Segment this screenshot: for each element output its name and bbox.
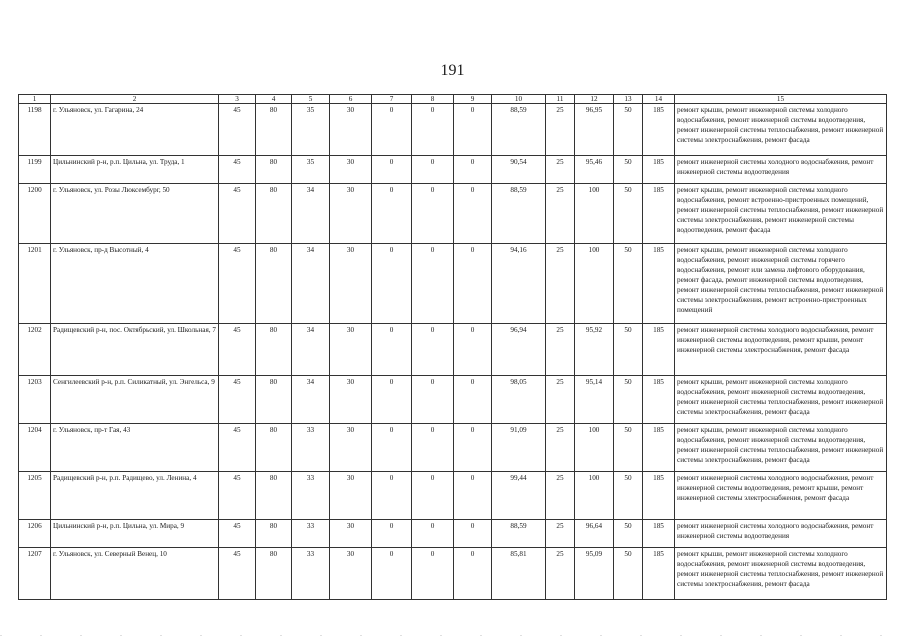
col7-cell: 0 — [372, 324, 412, 376]
row-number: 1207 — [19, 548, 51, 600]
col14-cell: 185 — [643, 548, 675, 600]
col8-cell: 0 — [412, 472, 454, 520]
col13-cell: 50 — [614, 244, 643, 324]
col12-cell: 96,95 — [575, 104, 614, 156]
col8-cell: 0 — [412, 520, 454, 548]
col4-cell: 80 — [256, 184, 292, 244]
col13-cell: 50 — [614, 548, 643, 600]
col7-cell: 0 — [372, 156, 412, 184]
col10-cell: 94,16 — [492, 244, 546, 324]
col6-cell: 30 — [330, 184, 372, 244]
works-cell: ремонт крыши, ремонт инженерной системы холодного водоснабжения, ремонт инженерной системы водоотведения, ремонт инженерной системы теплоснабжения, ремонт инженерной системы электроснабжения, ремонт фасада — [675, 424, 887, 472]
col8-cell: 0 — [412, 184, 454, 244]
column-header-11: 11 — [546, 95, 575, 104]
col12-cell: 95,09 — [575, 548, 614, 600]
col7-cell: 0 — [372, 472, 412, 520]
col9-cell: 0 — [454, 244, 492, 324]
column-header-5: 5 — [292, 95, 330, 104]
column-header-10: 10 — [492, 95, 546, 104]
row-number: 1205 — [19, 472, 51, 520]
row-number: 1204 — [19, 424, 51, 472]
works-cell: ремонт крыши, ремонт инженерной системы холодного водоснабжения, ремонт инженерной системы водоотведения, ремонт инженерной системы теплоснабжения, ремонт инженерной системы электроснабжения, ремонт фасада — [675, 376, 887, 424]
col7-cell: 0 — [372, 548, 412, 600]
col4-cell: 80 — [256, 244, 292, 324]
col9-cell: 0 — [454, 424, 492, 472]
col3-cell: 45 — [219, 244, 256, 324]
works-cell: ремонт крыши, ремонт инженерной системы холодного водоснабжения, ремонт инженерной системы горячего водоснабжения, ремонт или замена лифтового оборудования, ремонт фасада, ремонт инженерной системы водоотведения, ремонт инженерной системы теплоснабжения, ремонт инженерной системы электроснабжения, ремонт встроенно-пристроенных помещений — [675, 244, 887, 324]
col11-cell: 25 — [546, 376, 575, 424]
col13-cell: 50 — [614, 424, 643, 472]
col5-cell: 34 — [292, 184, 330, 244]
col9-cell: 0 — [454, 156, 492, 184]
row-number: 1199 — [19, 156, 51, 184]
col10-cell: 91,09 — [492, 424, 546, 472]
col6-cell: 30 — [330, 548, 372, 600]
col10-cell: 96,94 — [492, 324, 546, 376]
col11-cell: 25 — [546, 548, 575, 600]
col14-cell: 185 — [643, 424, 675, 472]
row-number: 1206 — [19, 520, 51, 548]
col12-cell: 95,14 — [575, 376, 614, 424]
col13-cell: 50 — [614, 156, 643, 184]
col14-cell: 185 — [643, 244, 675, 324]
col12-cell: 95,92 — [575, 324, 614, 376]
address-cell: Цильнинский р-н, р.п. Цильна, ул. Мира, 9 — [51, 520, 219, 548]
col11-cell: 25 — [546, 424, 575, 472]
col11-cell: 25 — [546, 244, 575, 324]
col10-cell: 90,54 — [492, 156, 546, 184]
col14-cell: 185 — [643, 156, 675, 184]
row-number: 1200 — [19, 184, 51, 244]
works-cell: ремонт инженерной системы холодного водоснабжения, ремонт инженерной системы водоотведения — [675, 156, 887, 184]
table-row — [19, 244, 887, 324]
col6-cell: 30 — [330, 520, 372, 548]
col3-cell: 45 — [219, 324, 256, 376]
address-cell: г. Ульяновск, пр-д Высотный, 4 — [51, 244, 219, 324]
col7-cell: 0 — [372, 376, 412, 424]
col6-cell: 30 — [330, 376, 372, 424]
row-number: 1203 — [19, 376, 51, 424]
col6-cell: 30 — [330, 244, 372, 324]
col11-cell: 25 — [546, 520, 575, 548]
column-header-6: 6 — [330, 95, 372, 104]
col13-cell: 50 — [614, 324, 643, 376]
works-cell: ремонт крыши, ремонт инженерной системы холодного водоснабжения, ремонт инженерной системы водоотведения, ремонт инженерной системы теплоснабжения, ремонт инженерной системы электроснабжения, ремонт фасада — [675, 548, 887, 600]
col6-cell: 30 — [330, 104, 372, 156]
col10-cell: 88,59 — [492, 184, 546, 244]
col6-cell: 30 — [330, 424, 372, 472]
col4-cell: 80 — [256, 104, 292, 156]
address-cell: Радищевский р-н, р.п. Радищево, ул. Ленина, 4 — [51, 472, 219, 520]
table-body — [19, 104, 887, 600]
col4-cell: 80 — [256, 548, 292, 600]
col6-cell: 30 — [330, 156, 372, 184]
col9-cell: 0 — [454, 548, 492, 600]
table-row — [19, 472, 887, 520]
col7-cell: 0 — [372, 424, 412, 472]
table-row — [19, 156, 887, 184]
address-cell: Радищевский р-н, пос. Октябрьский, ул. Школьная, 7 — [51, 324, 219, 376]
col4-cell: 80 — [256, 156, 292, 184]
column-header-9: 9 — [454, 95, 492, 104]
row-number: 1202 — [19, 324, 51, 376]
col9-cell: 0 — [454, 104, 492, 156]
address-cell: Цильнинский р-н, р.п. Цильна, ул. Труда, 1 — [51, 156, 219, 184]
works-cell: ремонт крыши, ремонт инженерной системы холодного водоснабжения, ремонт инженерной системы водоотведения, ремонт инженерной системы теплоснабжения, ремонт инженерной системы электроснабжения, ремонт фасада — [675, 104, 887, 156]
col14-cell: 185 — [643, 520, 675, 548]
column-header-8: 8 — [412, 95, 454, 104]
registry-table — [18, 94, 887, 600]
table-row — [19, 520, 887, 548]
scan-artifact — [0, 635, 905, 636]
col11-cell: 25 — [546, 324, 575, 376]
col4-cell: 80 — [256, 324, 292, 376]
col5-cell: 34 — [292, 324, 330, 376]
col13-cell: 50 — [614, 472, 643, 520]
page-number: 191 — [440, 62, 465, 79]
col9-cell: 0 — [454, 520, 492, 548]
col11-cell: 25 — [546, 184, 575, 244]
col5-cell: 33 — [292, 548, 330, 600]
col11-cell: 25 — [546, 156, 575, 184]
col13-cell: 50 — [614, 184, 643, 244]
col5-cell: 33 — [292, 520, 330, 548]
col3-cell: 45 — [219, 548, 256, 600]
col4-cell: 80 — [256, 472, 292, 520]
col4-cell: 80 — [256, 520, 292, 548]
address-cell: г. Ульяновск, пр-т Гая, 43 — [51, 424, 219, 472]
col3-cell: 45 — [219, 184, 256, 244]
col10-cell: 99,44 — [492, 472, 546, 520]
col9-cell: 0 — [454, 184, 492, 244]
row-number: 1201 — [19, 244, 51, 324]
column-header-3: 3 — [219, 95, 256, 104]
column-header-15: 15 — [675, 95, 887, 104]
col10-cell: 85,81 — [492, 548, 546, 600]
address-cell: г. Ульяновск, ул. Северный Венец, 10 — [51, 548, 219, 600]
col13-cell: 50 — [614, 104, 643, 156]
col14-cell: 185 — [643, 376, 675, 424]
works-cell: ремонт крыши, ремонт инженерной системы холодного водоснабжения, ремонт встроенно-пристроенных помещений, ремонт инженерной системы теплоснабжения, ремонт инженерной системы электроснабжения, ремонт инженерной системы водоотведения, ремонт фасада — [675, 184, 887, 244]
column-header-14: 14 — [643, 95, 675, 104]
col6-cell: 30 — [330, 324, 372, 376]
col11-cell: 25 — [546, 472, 575, 520]
col12-cell: 100 — [575, 424, 614, 472]
table-row — [19, 104, 887, 156]
col5-cell: 33 — [292, 472, 330, 520]
col5-cell: 35 — [292, 156, 330, 184]
col3-cell: 45 — [219, 472, 256, 520]
col5-cell: 34 — [292, 244, 330, 324]
col3-cell: 45 — [219, 424, 256, 472]
column-header-7: 7 — [372, 95, 412, 104]
table-row — [19, 184, 887, 244]
col12-cell: 95,46 — [575, 156, 614, 184]
col3-cell: 45 — [219, 156, 256, 184]
col3-cell: 45 — [219, 376, 256, 424]
col8-cell: 0 — [412, 548, 454, 600]
col14-cell: 185 — [643, 324, 675, 376]
works-cell: ремонт инженерной системы холодного водоснабжения, ремонт инженерной системы водоотведения, ремонт крыши, ремонт инженерной системы электроснабжения, ремонт фасада — [675, 324, 887, 376]
table-row — [19, 548, 887, 600]
col12-cell: 96,64 — [575, 520, 614, 548]
address-cell: г. Ульяновск, ул. Розы Люксембург, 50 — [51, 184, 219, 244]
col8-cell: 0 — [412, 376, 454, 424]
col12-cell: 100 — [575, 184, 614, 244]
col14-cell: 185 — [643, 184, 675, 244]
table-row — [19, 424, 887, 472]
col8-cell: 0 — [412, 244, 454, 324]
column-header-1: 1 — [19, 95, 51, 104]
col3-cell: 45 — [219, 520, 256, 548]
col7-cell: 0 — [372, 104, 412, 156]
col13-cell: 50 — [614, 520, 643, 548]
column-header-4: 4 — [256, 95, 292, 104]
col5-cell: 34 — [292, 376, 330, 424]
col8-cell: 0 — [412, 324, 454, 376]
col12-cell: 100 — [575, 244, 614, 324]
col10-cell: 98,05 — [492, 376, 546, 424]
col6-cell: 30 — [330, 472, 372, 520]
column-header-2: 2 — [51, 95, 219, 104]
col5-cell: 35 — [292, 104, 330, 156]
col14-cell: 185 — [643, 104, 675, 156]
col7-cell: 0 — [372, 244, 412, 324]
col10-cell: 88,59 — [492, 104, 546, 156]
column-header-13: 13 — [614, 95, 643, 104]
col9-cell: 0 — [454, 376, 492, 424]
col9-cell: 0 — [454, 472, 492, 520]
col12-cell: 100 — [575, 472, 614, 520]
works-cell: ремонт инженерной системы холодного водоснабжения, ремонт инженерной системы водоотведения, ремонт крыши, ремонт инженерной системы электроснабжения, ремонт фасада — [675, 472, 887, 520]
col7-cell: 0 — [372, 184, 412, 244]
row-number: 1198 — [19, 104, 51, 156]
address-cell: г. Ульяновск, ул. Гагарина, 24 — [51, 104, 219, 156]
works-cell: ремонт инженерной системы холодного водоснабжения, ремонт инженерной системы водоотведения — [675, 520, 887, 548]
col14-cell: 185 — [643, 472, 675, 520]
col10-cell: 88,59 — [492, 520, 546, 548]
col11-cell: 25 — [546, 104, 575, 156]
col7-cell: 0 — [372, 520, 412, 548]
table-row — [19, 324, 887, 376]
col9-cell: 0 — [454, 324, 492, 376]
column-header-12: 12 — [575, 95, 614, 104]
col8-cell: 0 — [412, 424, 454, 472]
col13-cell: 50 — [614, 376, 643, 424]
table-header-row — [19, 95, 887, 104]
table-row — [19, 376, 887, 424]
col4-cell: 80 — [256, 376, 292, 424]
address-cell: Сенгилеевский р-н, р.п. Силикатный, ул. Энгельса, 9 — [51, 376, 219, 424]
col5-cell: 33 — [292, 424, 330, 472]
col8-cell: 0 — [412, 104, 454, 156]
col3-cell: 45 — [219, 104, 256, 156]
col4-cell: 80 — [256, 424, 292, 472]
col8-cell: 0 — [412, 156, 454, 184]
